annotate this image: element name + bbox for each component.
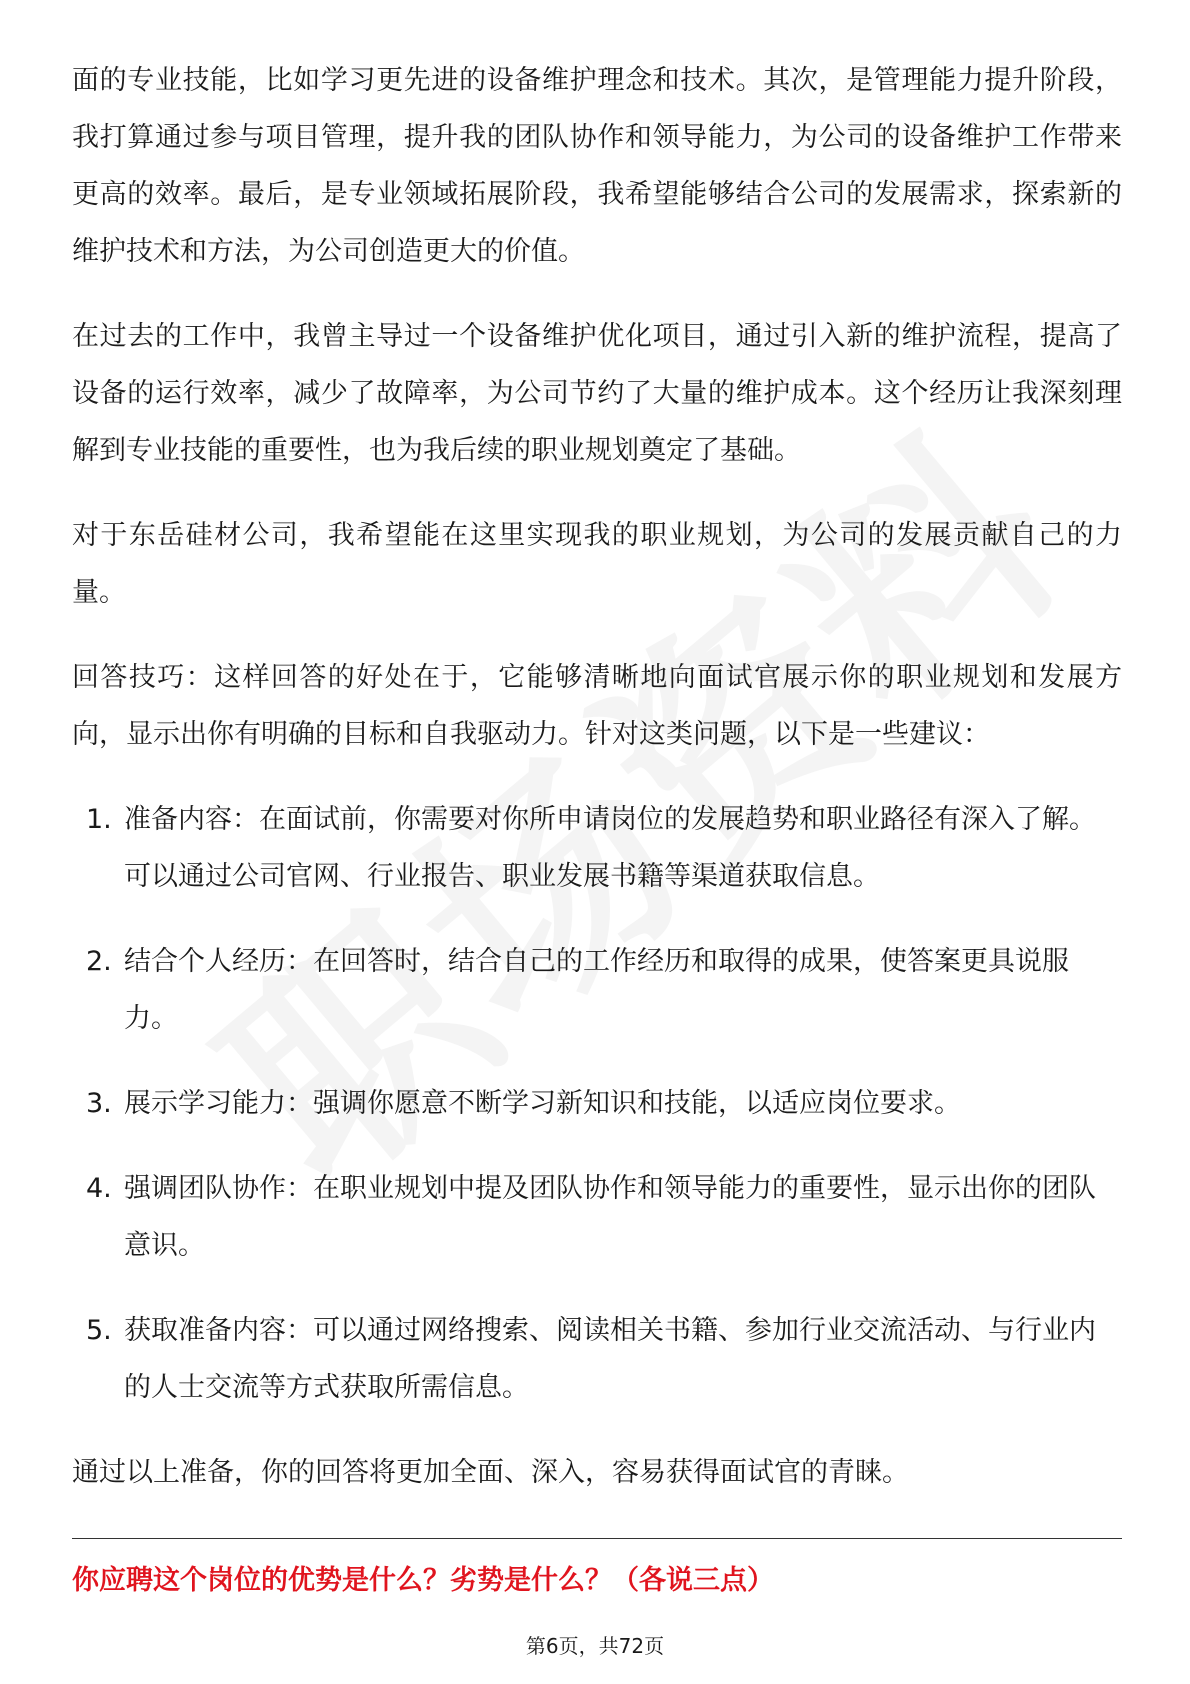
list-item-text: 强调团队协作：在职业规划中提及团队协作和领导能力的重要性，显示出你的团队意识。 — [124, 1173, 1096, 1261]
paragraph-company-goal: 对于东岳硅材公司，我希望能在这里实现我的职业规划，为公司的发展贡献自己的力量。 — [72, 520, 1122, 608]
section-divider — [72, 1538, 1122, 1539]
list-item-number: 5. — [86, 1315, 112, 1346]
list-item-number: 2. — [86, 946, 112, 977]
paragraph-closing: 通过以上准备，你的回答将更加全面、深入，容易获得面试官的青睐。 — [72, 1457, 909, 1488]
list-item-number: 1. — [86, 804, 112, 835]
list-item-number: 4. — [86, 1173, 112, 1204]
list-item — [72, 1302, 1122, 1416]
list-item-text: 结合个人经历：在回答时，结合自己的工作经历和取得的成果，使答案更具说服力。 — [124, 946, 1069, 1034]
list-item-text: 准备内容：在面试前，你需要对你所申请岗位的发展趋势和职业路径有深入了解。可以通过公司官网、行业报告、职业发展书籍等渠道获取信息。 — [124, 804, 1096, 892]
list-item — [72, 933, 1122, 1047]
list-item — [72, 1075, 1122, 1132]
list-item — [72, 791, 1122, 905]
paragraph-career-stages: 面的专业技能，比如学习更先进的设备维护理念和技术。其次，是管理能力提升阶段，我打算通过参与项目管理，提升我的团队协作和领导能力，为公司的设备维护工作带来更高的效率。最后，是专业领域拓展阶段，我希望能够结合公司的发展需求，探索新的维护技术和方法，为公司创造更大的价值。 — [72, 65, 1122, 267]
page-number: 第6页，共72页 — [525, 1634, 665, 1658]
next-question-heading: 你应聘这个岗位的优势是什么？劣势是什么？（各说三点） — [72, 1565, 774, 1596]
list-item-number: 3. — [86, 1088, 112, 1119]
list-item-text: 展示学习能力：强调你愿意不断学习新知识和技能，以适应岗位要求。 — [124, 1088, 961, 1119]
paragraph-past-experience: 在过去的工作中，我曾主导过一个设备维护优化项目，通过引入新的维护流程，提高了设备的运行效率，减少了故障率，为公司节约了大量的维护成本。这个经历让我深刻理解到专业技能的重要性，也为我后续的职业规划奠定了基础。 — [72, 321, 1122, 466]
list-item-text: 获取准备内容：可以通过网络搜索、阅读相关书籍、参加行业交流活动、与行业内的人士交流等方式获取所需信息。 — [124, 1315, 1096, 1403]
document-body — [72, 52, 1122, 1529]
paragraph-answer-tips: 回答技巧：这样回答的好处在于，它能够清晰地向面试官展示你的职业规划和发展方向，显示出你有明确的目标和自我驱动力。针对这类问题，以下是一些建议： — [72, 662, 1122, 750]
tips-list — [72, 791, 1122, 1416]
list-item — [72, 1160, 1122, 1274]
